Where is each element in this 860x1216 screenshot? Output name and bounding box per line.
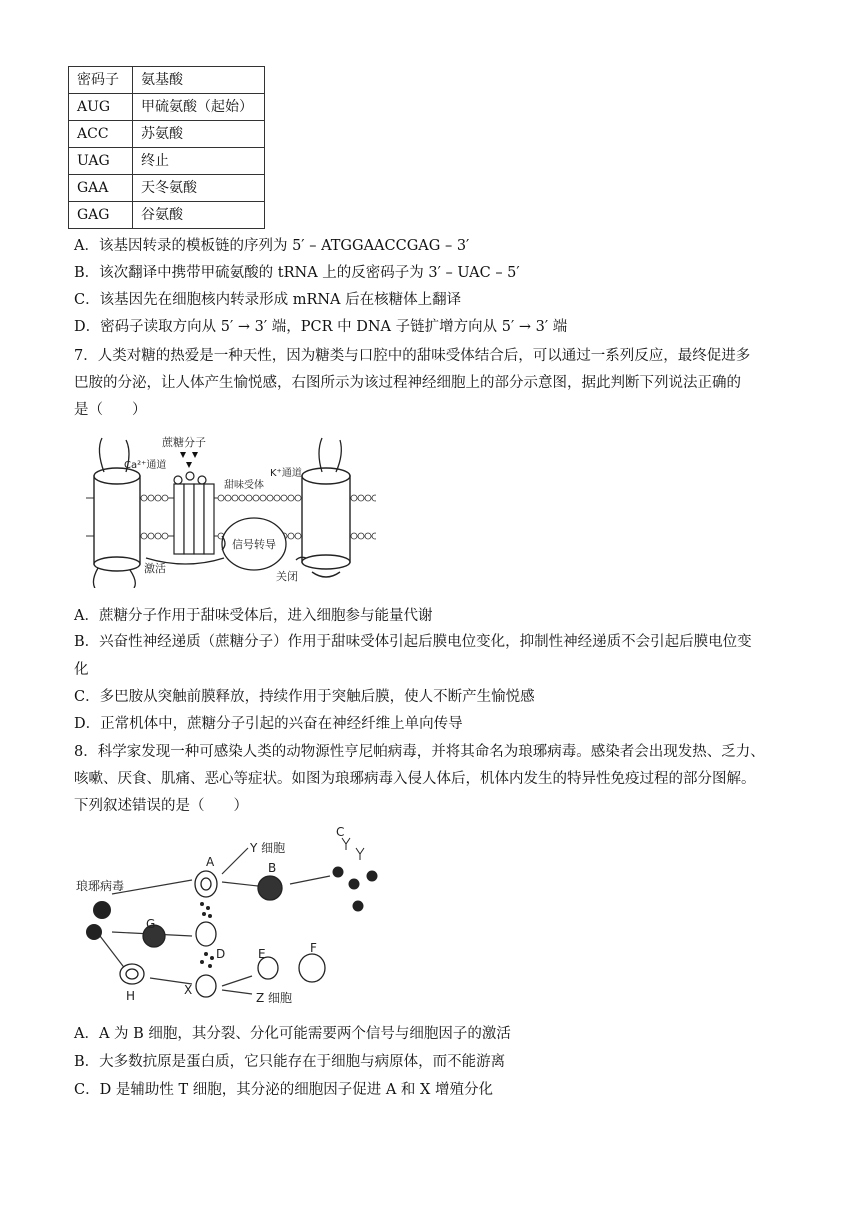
label-sucrose: 蔗糖分子: [162, 436, 206, 449]
q7-stem-line-2: 巴胺的分泌，让人体产生愉悦感，右图所示为该过程神经细胞上的部分示意图，据此判断下列说法正确的: [74, 375, 741, 391]
label-b: B: [268, 861, 277, 875]
phospholipid-head: [232, 495, 238, 501]
table-cell: GAG: [69, 202, 133, 229]
antibodies-and-antigens: [333, 838, 377, 911]
q8-stem-line-3: 下列叙述错误的是（ ）: [74, 798, 248, 814]
q8-option-a: A．A 为 B 细胞，其分裂、分化可能需要两个信号与细胞因子的激活: [74, 1026, 511, 1042]
label-c: C: [336, 825, 345, 839]
q6-option-c: C．该基因先在细胞核内转录形成 mRNA 后在核糖体上翻译: [74, 292, 462, 308]
phospholipid-head: [288, 533, 294, 539]
q7-stem-line-1: 7．人类对糖的热爱是一种天性，因为糖类与口腔中的甜味受体结合后，可以通过一系列反应，最终促进多: [74, 348, 751, 364]
q7-figure-taste-receptor: [86, 432, 376, 588]
label-e: E: [258, 947, 266, 961]
label-a: A: [206, 855, 215, 869]
label-z-cell: Z 细胞: [256, 991, 293, 1005]
label-close: 关闭: [276, 570, 298, 583]
phospholipid-head: [274, 495, 280, 501]
phospholipid-head: [358, 533, 364, 539]
label-k-channel: K⁺通道: [270, 468, 302, 479]
q8-option-c: C．D 是辅助性 T 细胞，其分泌的细胞因子促进 A 和 X 增殖分化: [74, 1082, 493, 1098]
phospholipid-head: [162, 495, 168, 501]
phospholipid-head: [358, 495, 364, 501]
q8-stem-line-1: 8．科学家发现一种可感染人类的动物源性亨尼帕病毒，并将其命名为琅琊病毒。感染者会出现发热、乏力、: [74, 744, 765, 760]
label-virus: 琅琊病毒: [76, 879, 125, 893]
sweet-receptor: [174, 472, 214, 554]
sucrose-molecules: [180, 452, 198, 468]
phospholipid-head: [218, 495, 224, 501]
table-cell: 谷氨酸: [133, 202, 265, 229]
phospholipid-head: [295, 533, 301, 539]
table-header-cell: 氨基酸: [133, 67, 265, 94]
table-row: [69, 94, 265, 121]
phospholipid-head: [162, 533, 168, 539]
q7-option-b-line-2: 化: [74, 662, 89, 678]
q7-option-c: C．多巴胺从突触前膜释放，持续作用于突触后膜，使人不断产生愉悦感: [74, 689, 535, 705]
table-row: [69, 121, 265, 148]
phospholipid-head: [155, 533, 161, 539]
table-header-row: [69, 67, 265, 94]
table-cell: 甲硫氨酸（起始）: [133, 94, 265, 121]
table-cell: GAA: [69, 175, 133, 202]
q7-option-b-line-1: B．兴奋性神经递质（蔗糖分子）作用于甜味受体引起后膜电位变化，抑制性神经递质不会引起后膜电位变: [74, 634, 752, 650]
phospholipid-head: [372, 533, 376, 539]
table-cell: UAG: [69, 148, 133, 175]
table-cell: ACC: [69, 121, 133, 148]
phospholipid-head: [141, 495, 147, 501]
phospholipid-head: [253, 495, 259, 501]
table-header-cell: 密码子: [69, 67, 133, 94]
phospholipid-head: [239, 495, 245, 501]
label-sweet-receptor: 甜味受体: [224, 480, 264, 491]
phospholipid-head: [141, 533, 147, 539]
q7-option-d: D．正常机体中，蔗糖分子引起的兴奋在神经纤维上单向传导: [74, 716, 463, 732]
phospholipid-head: [351, 495, 357, 501]
q8-figure-immune-process: [72, 824, 384, 1016]
label-f: F: [310, 941, 317, 955]
q7-option-a: A．蔗糖分子作用于甜味受体后，进入细胞参与能量代谢: [74, 608, 433, 624]
phospholipid-head: [267, 495, 273, 501]
table-cell: 天冬氨酸: [133, 175, 265, 202]
phospholipid-head: [365, 533, 371, 539]
label-x: X: [184, 983, 193, 997]
q6-option-d: D．密码子读取方向从 5′ → 3′ 端，PCR 中 DNA 子链扩增方向从 5′ → 3′ 端: [74, 319, 568, 335]
table-cell: AUG: [69, 94, 133, 121]
phospholipid-head: [148, 495, 154, 501]
phospholipid-head: [365, 495, 371, 501]
table-row: [69, 175, 265, 202]
q7-stem-line-3: 是（ ）: [74, 402, 147, 418]
label-y-cell: Y 细胞: [250, 841, 286, 855]
virus-particles: [86, 901, 111, 940]
label-activate: 激活: [144, 562, 166, 575]
table-row: [69, 148, 265, 175]
table-cell: 终止: [133, 148, 265, 175]
phospholipid-head: [148, 533, 154, 539]
phospholipid-head: [225, 495, 231, 501]
label-g: G: [146, 917, 156, 931]
phospholipid-head: [155, 495, 161, 501]
q6-option-b: B．该次翻译中携带甲硫氨酸的 tRNA 上的反密码子为 3′ – UAC – 5′: [74, 265, 520, 281]
q6-option-a: A．该基因转录的模板链的序列为 5′ – ATGGAACCGAG – 3′: [74, 238, 470, 254]
codon-table: [68, 66, 265, 229]
label-ca-channel: Ca²⁺通道: [124, 460, 167, 471]
q8-option-b: B．大多数抗原是蛋白质，它只能存在于细胞与病原体，而不能游离: [74, 1054, 506, 1070]
label-signal-transduction: 信号转导: [232, 538, 276, 551]
label-h: H: [126, 989, 136, 1003]
ca-channel-cylinder: [94, 468, 140, 571]
phospholipid-head: [260, 495, 266, 501]
table-row: [69, 202, 265, 229]
phospholipid-head: [372, 495, 376, 501]
label-d: D: [216, 947, 226, 961]
phospholipid-head: [295, 495, 301, 501]
k-channel-cylinder: [302, 468, 350, 577]
phospholipid-head: [281, 495, 287, 501]
phospholipid-head: [351, 533, 357, 539]
table-cell: 苏氨酸: [133, 121, 265, 148]
phospholipid-head: [246, 495, 252, 501]
q8-stem-line-2: 咳嗽、厌食、肌痛、恶心等症状。如图为琅琊病毒入侵人体后，机体内发生的特异性免疫过程的部分图解。: [74, 771, 756, 787]
phospholipid-head: [288, 495, 294, 501]
